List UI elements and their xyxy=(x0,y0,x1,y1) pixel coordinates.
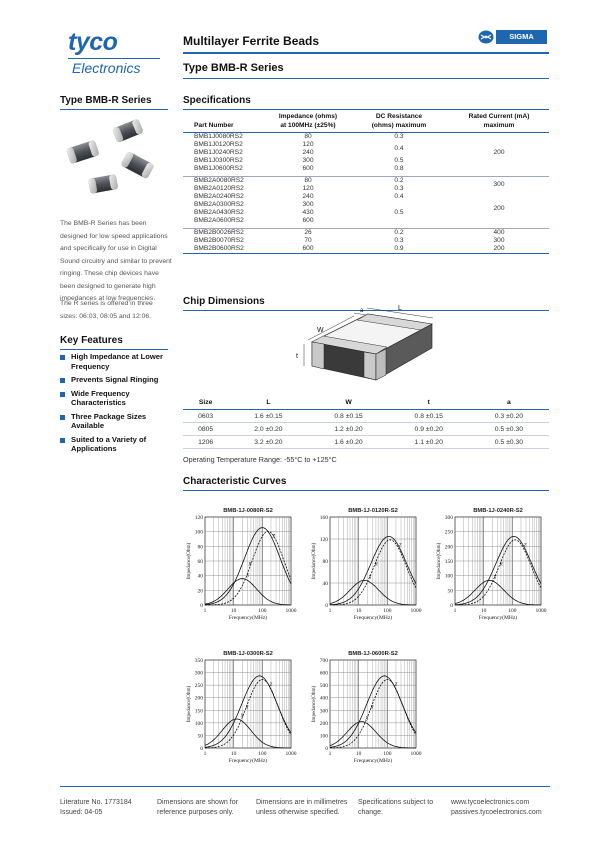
x-tick-label: 1000 xyxy=(285,608,297,614)
dim-label-a: a xyxy=(360,308,364,314)
table-row: BMB1J0600RS2 600 0.8 xyxy=(194,165,404,172)
series-label: R xyxy=(245,705,249,711)
table-row: BMB2A0430RS2 430 xyxy=(194,209,314,216)
dim-label-t: t xyxy=(296,353,298,360)
y-axis-label: Impedance(Ohm) xyxy=(311,542,317,580)
col-dc-resistance: DC Resistance (ohms) maximum xyxy=(349,113,449,133)
y-tick-label: 80 xyxy=(197,544,203,551)
page-title: Multilayer Ferrite Beads xyxy=(183,34,320,48)
brand-logo: tyco xyxy=(68,28,118,56)
series-label: X xyxy=(493,575,497,581)
series-label: R xyxy=(374,562,378,568)
y-tick-label: 500 xyxy=(319,683,328,690)
y-tick-label: 40 xyxy=(322,581,328,587)
curve-chart xyxy=(308,505,426,633)
x-tick-label: 100 xyxy=(383,751,392,757)
x-tick-label: 10 xyxy=(355,751,362,757)
y-tick-label: 60 xyxy=(197,559,203,565)
header-rule xyxy=(183,52,549,54)
x-axis-label: Frequency(MHz) xyxy=(353,615,393,621)
series-label: Z xyxy=(269,682,273,688)
curve-chart xyxy=(183,648,301,776)
chip-dimensions-heading: Chip Dimensions xyxy=(183,296,265,307)
y-tick-label: 100 xyxy=(319,733,328,740)
bullet-icon xyxy=(60,415,65,420)
feature-item: Suited to a Variety of Applications xyxy=(60,435,178,454)
series-label: X xyxy=(240,713,244,719)
plot-area xyxy=(205,660,291,748)
y-tick-label: 300 xyxy=(194,670,203,677)
x-tick-label: 1000 xyxy=(410,608,422,614)
x-tick-label: 1 xyxy=(453,608,457,614)
y-tick-label: 150 xyxy=(444,559,453,565)
y-tick-label: 300 xyxy=(319,708,328,715)
feature-item: Three Package Sizes Available xyxy=(60,412,178,431)
y-tick-label: 160 xyxy=(319,515,328,521)
y-tick-label: 20 xyxy=(197,588,203,595)
chip-dimension-drawing xyxy=(290,302,450,386)
y-tick-label: 50 xyxy=(197,733,203,740)
table-row: BMB2B0600RS2 600 0.9 200 xyxy=(183,245,549,254)
sigma-logo-text: SIGMA xyxy=(509,32,534,41)
table-row: BMB2A0080RS2 80 0.2 300 xyxy=(194,177,505,188)
feature-item: Prevents Signal Ringing xyxy=(60,375,178,385)
curve-chart xyxy=(433,505,551,633)
x-axis-label: Frequency(MHz) xyxy=(478,615,518,621)
col-rated-current: Rated Current (mA) maximum xyxy=(449,113,549,133)
y-tick-label: 120 xyxy=(194,515,203,521)
y-tick-label: 100 xyxy=(194,720,203,727)
footer-change-note: Specifications subject to change. xyxy=(358,799,434,816)
bullet-icon xyxy=(60,355,65,360)
x-tick-label: 100 xyxy=(258,751,267,757)
footer-rule xyxy=(60,786,550,787)
key-features-list xyxy=(60,352,178,458)
y-tick-label: 200 xyxy=(194,695,203,702)
specifications-table xyxy=(183,113,549,254)
table-row: BMB1J0240RS2 240 xyxy=(194,149,314,156)
x-tick-label: 100 xyxy=(383,608,392,614)
footer-units-note: Dimensions are in millimetres unless otherwise specified. xyxy=(256,799,348,816)
series-label: R xyxy=(499,562,503,568)
y-tick-label: 350 xyxy=(194,658,203,664)
x-axis-label: Frequency(MHz) xyxy=(353,758,393,764)
x-tick-label: 1 xyxy=(203,751,207,757)
y-axis-label: Impedance(Ohm) xyxy=(436,542,442,580)
table-row: BMB2A0600RS2 600 xyxy=(194,217,314,224)
series-label: Z xyxy=(272,534,276,540)
operating-temperature: Operating Temperature Range: -55°C to +125°C xyxy=(183,455,337,464)
y-tick-label: 0 xyxy=(325,603,328,609)
dim-label-L: L xyxy=(398,305,402,312)
feature-item: High Impedance at Lower Frequency xyxy=(60,352,178,371)
header-subrule xyxy=(183,78,549,79)
table-row: BMB2A0120RS2 120 0.3 xyxy=(194,185,404,192)
series-label: X xyxy=(368,575,372,581)
col-impedance: Impedance (ohms) at 100MHz (±25%) xyxy=(267,113,349,133)
y-tick-label: 300 xyxy=(444,515,453,521)
specifications-rule xyxy=(183,109,549,110)
x-axis-label: Frequency(MHz) xyxy=(228,758,268,764)
bullet-icon xyxy=(60,378,65,383)
series-label: R xyxy=(370,705,374,711)
y-tick-label: 0 xyxy=(450,603,453,609)
y-tick-label: 80 xyxy=(322,559,328,565)
table-row: BMB1J0300RS2 300 0.5 xyxy=(194,157,404,164)
x-tick-label: 100 xyxy=(508,608,517,614)
table-row: BMB2A0240RS2 240 0.4 200 xyxy=(194,193,505,212)
x-tick-label: 1 xyxy=(328,608,332,614)
x-axis-label: Frequency(MHz) xyxy=(228,615,268,621)
y-tick-label: 250 xyxy=(194,683,203,690)
plot-area xyxy=(330,660,416,748)
footer-web-links[interactable]: www.tycoelectronics.com passives.tycoelectronics.com xyxy=(451,799,542,816)
table-row: BMB2A0300RS2 300 0.5 xyxy=(194,201,404,216)
x-tick-label: 1000 xyxy=(535,608,547,614)
sigma-logo xyxy=(478,29,548,45)
dim-label-W: W xyxy=(317,327,324,334)
curve-chart xyxy=(308,648,426,776)
x-tick-label: 10 xyxy=(230,608,237,614)
brand-logo-subtitle: Electronics xyxy=(72,60,141,76)
y-tick-label: 150 xyxy=(194,708,203,715)
y-tick-label: 100 xyxy=(194,529,203,536)
table-row: BMB2B0070RS2 70 0.3 300 xyxy=(194,237,505,244)
y-tick-label: 200 xyxy=(319,720,328,727)
table-row: BMB1J0080RS2 80 0.3 200 xyxy=(194,133,505,156)
chart-title: BMB-1J-0120R-S2 xyxy=(348,508,398,514)
table-row: BMB2B0026RS2 26 0.2 400 xyxy=(194,229,505,236)
series-label: Z xyxy=(523,543,527,549)
series-label: R xyxy=(248,562,252,568)
left-heading: Type BMB-R Series xyxy=(60,95,152,106)
y-tick-label: 400 xyxy=(319,695,328,702)
x-tick-label: 100 xyxy=(258,608,267,614)
key-features-rule xyxy=(60,349,168,350)
y-axis-label: Impedance(Ohm) xyxy=(186,685,192,723)
table-row: 0603 1.6 ±0.15 0.8 ±0.15 0.8 ±0.15 0.3 ±0.20 xyxy=(183,410,549,423)
ferrite-bead-photo xyxy=(62,115,174,207)
x-tick-label: 10 xyxy=(480,608,487,614)
x-tick-label: 1000 xyxy=(285,751,297,757)
y-tick-label: 0 xyxy=(325,746,328,752)
table-row: 0805 2.0 ±0.20 1.2 ±0.20 0.9 ±0.20 0.5 ±0.30 xyxy=(183,423,549,436)
footer-literature: Literature No. 1773184 Issued: 04-05 xyxy=(60,799,132,816)
dims-header-row: Size L W t a xyxy=(183,395,549,410)
footer-reference-note: Dimensions are shown for reference purposes only. xyxy=(157,799,238,816)
characteristic-curves-rule xyxy=(183,490,549,491)
y-tick-label: 50 xyxy=(447,588,453,595)
chart-title: BMB-1J-0080R-S2 xyxy=(223,508,273,514)
x-tick-label: 1000 xyxy=(410,751,422,757)
series-label: X xyxy=(365,716,369,722)
y-tick-label: 120 xyxy=(319,537,328,543)
chart-title: BMB-1J-0240R-S2 xyxy=(473,508,523,514)
specifications-heading: Specifications xyxy=(183,95,251,106)
y-axis-label: Impedance(Ohm) xyxy=(186,542,192,580)
y-tick-label: 100 xyxy=(444,573,453,580)
x-tick-label: 1 xyxy=(328,751,332,757)
page-subtitle: Type BMB-R Series xyxy=(183,62,284,74)
y-tick-label: 250 xyxy=(444,529,453,536)
spec-header-row xyxy=(183,113,549,133)
x-tick-label: 10 xyxy=(355,608,362,614)
curve-chart xyxy=(183,505,301,633)
y-tick-label: 0 xyxy=(200,603,203,609)
x-tick-label: 10 xyxy=(230,751,237,757)
series-label: X xyxy=(246,573,250,579)
bullet-icon xyxy=(60,438,65,443)
series-sizes-note: The R series is offered in three sizes: 06:03, 08:05 and 12:06. xyxy=(60,300,153,320)
y-tick-label: 600 xyxy=(319,670,328,677)
y-tick-label: 700 xyxy=(319,658,328,664)
y-tick-label: 0 xyxy=(200,746,203,752)
col-part-number: Part Number xyxy=(183,113,267,133)
y-axis-label: Impedance(Ohm) xyxy=(311,685,317,723)
logo-divider xyxy=(68,58,160,59)
y-tick-label: 200 xyxy=(444,544,453,551)
characteristic-curves-heading: Characteristic Curves xyxy=(183,476,287,487)
left-heading-rule xyxy=(60,109,168,110)
x-tick-label: 1 xyxy=(203,608,207,614)
bullet-icon xyxy=(60,392,65,397)
chart-title: BMB-1J-0600R-S2 xyxy=(348,651,398,657)
table-row: 1206 3.2 ±0.20 1.6 ±0.20 1.1 ±0.20 0.5 ±0.30 xyxy=(183,436,549,449)
series-label: Z xyxy=(398,543,402,549)
key-features-heading: Key Features xyxy=(60,335,123,346)
series-label: Z xyxy=(394,682,398,688)
y-tick-label: 40 xyxy=(197,573,203,580)
chip-dimensions-table xyxy=(183,395,549,449)
table-row: BMB1J0120RS2 120 0.4 xyxy=(194,141,404,152)
series-description: The BMB-R Series has been designed for low speed applications and specifically for use in Digital Sound circuitry and similar to prevent ringing. These chip devices have been designed to generate high impedances at low frequencies. xyxy=(60,220,172,302)
feature-item: Wide Frequency Characteristics xyxy=(60,389,178,408)
chart-title: BMB-1J-0300R-S2 xyxy=(223,651,273,657)
